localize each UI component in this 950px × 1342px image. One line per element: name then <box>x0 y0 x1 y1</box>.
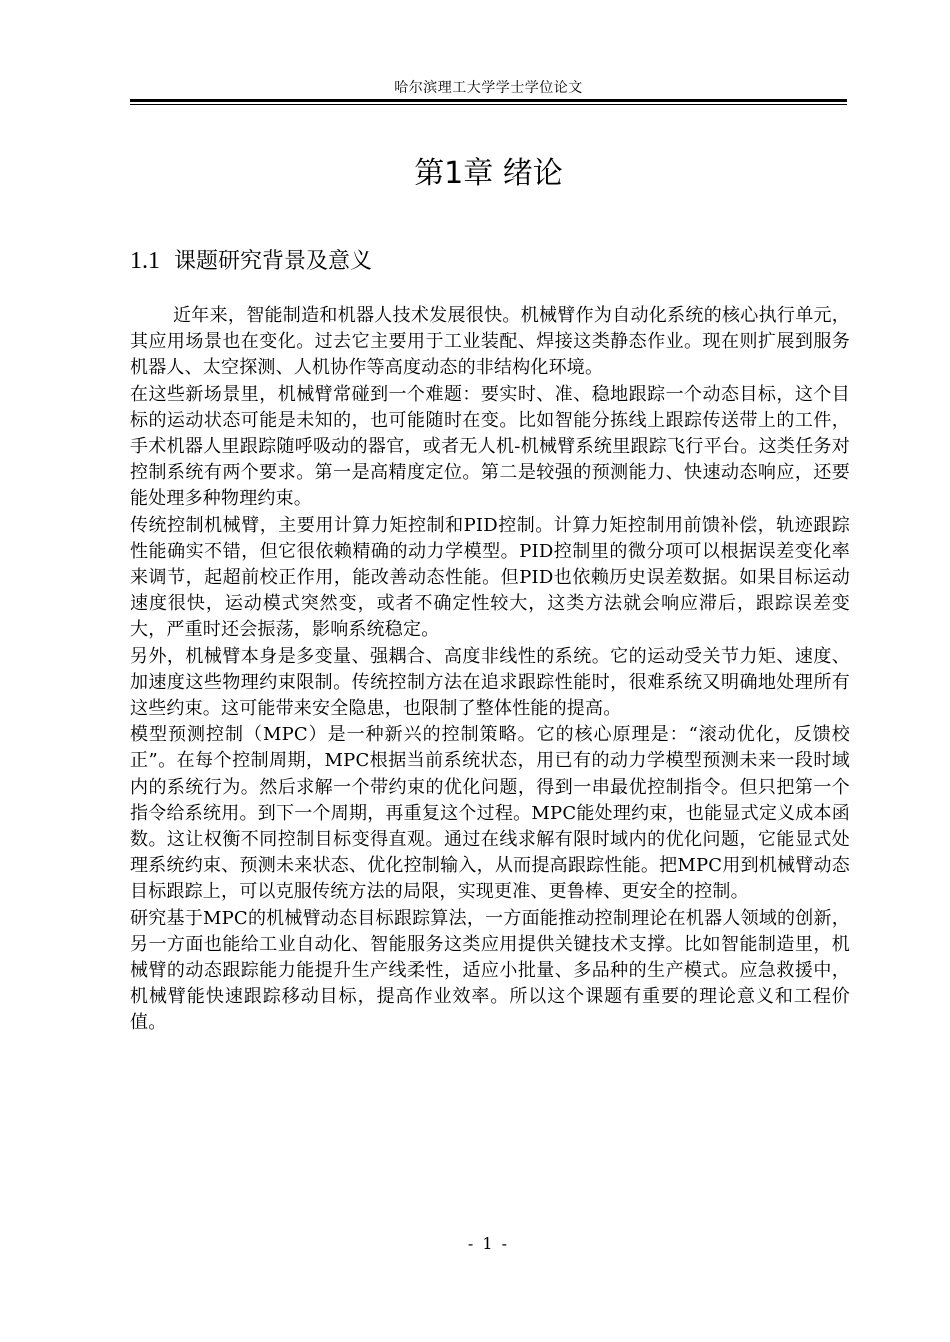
paragraph: 在这些新场景里，机械臂常碰到一个难题：要实时、准、稳地跟踪一个动态目标，这个目标的运动状态可能是未知的，也可能随时在变。比如智能分拣线上跟踪传送带上的工件，手术机器人里跟踪随呼吸动的器官，或者无人机-机械臂系统里跟踪飞行平台。这类任务对控制系统有两个要求。第一是高精度定位。第二是较强的预测能力、快速动态响应，还要能处理多种物理约束。 <box>130 383 850 510</box>
page-number: - 1 - <box>467 1234 510 1253</box>
header-rule-thick <box>130 99 847 102</box>
section-heading <box>130 244 847 279</box>
paragraph: 模型预测控制（MPC）是一种新兴的控制策略。它的核心原理是：“滚动优化，反馈校正”。在每个控制周期，MPC根据当前系统状态，用已有的动力学模型预测未来一段时域内的系统行为。然后求解一个带约束的优化问题，得到一串最优控制指令。但只把第一个指令给系统用。到下一个周期，再重复这个过程。MPC能处理约束，也能显式定义成本函数。这让权衡不同控制目标变得直观。通过在线求解有限时域内的优化问题，它能显式处理系统约束、预测未来状态、优化控制输入，从而提高跟踪性能。把MPC用到机械臂动态目标跟踪上，可以克服传统方法的局限，实现更准、更鲁棒、更安全的控制。 <box>130 724 850 903</box>
section-title: 课题研究背景及意义 <box>174 249 373 274</box>
section-number: 1.1 <box>130 248 160 274</box>
header-rule-thin <box>130 104 847 105</box>
paragraph: 近年来，智能制造和机器人技术发展很快。机械臂作为自动化系统的核心执行单元，其应用场景也在变化。过去它主要用于工业装配、焊接这类静态作业。现在则扩展到服务机器人、太空探测、人机协作等高度动态的非结构化环境。 <box>130 305 850 379</box>
chapter-title: 第1章 绪论 <box>414 156 563 191</box>
paragraph: 另外，机械臂本身是多变量、强耦合、高度非线性的系统。它的运动受关节力矩、速度、加速度这些物理约束限制。传统控制方法在追求跟踪性能时，很难系统又明确地处理所有这些约束。这可能带来安全隐患，也限制了整体性能的提高。 <box>130 645 850 720</box>
body-text <box>130 303 850 1037</box>
paragraph: 传统控制机械臂，主要用计算力矩控制和PID控制。计算力矩控制用前馈补偿，轨迹跟踪性能确实不错，但它很依赖精确的动力学模型。PID控制里的微分项可以根据误差变化率来调节，起超前校正作用，能改善动态性能。但PID也依赖历史误差数据。如果目标运动速度很快，运动模式突然变，或者不确定性较大，这类方法就会响应滞后，跟踪误差变大，严重时还会振荡，影响系统稳定。 <box>130 514 850 641</box>
paragraph: 研究基于MPC的机械臂动态目标跟踪算法，一方面能推动控制理论在机器人领域的创新，另一方面也能给工业自动化、智能服务这类应用提供关键技术支撑。比如智能制造里，机械臂的动态跟踪能力能提升生产线柔性，适应小批量、多品种的生产模式。应急救援中，机械臂能快速跟踪移动目标，提高作业效率。所以这个课题有重要的理论意义和工程价值。 <box>130 907 850 1034</box>
running-header: 哈尔滨理工大学学士学位论文 <box>394 80 583 96</box>
